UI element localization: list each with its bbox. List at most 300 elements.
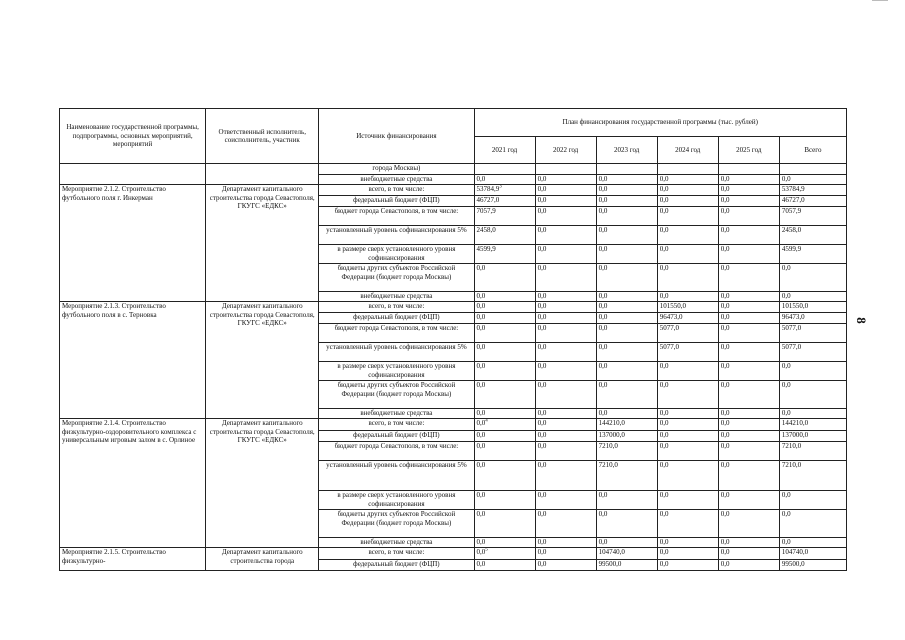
value-cell	[718, 510, 779, 538]
value-text: 0,0	[659, 381, 669, 389]
value-cell	[474, 226, 535, 245]
value-text: 0,0	[476, 409, 486, 417]
value-text: 5077,0	[659, 343, 679, 351]
value-cell	[596, 207, 657, 226]
value-cell	[657, 560, 718, 571]
value-text: 0,0	[476, 302, 486, 310]
responsible-executor: Департамент капитального строительства города Севастополя, ГКУГС «ЕДКС»	[206, 185, 319, 302]
value-text: 7210,0	[598, 461, 618, 469]
value-cell	[474, 292, 535, 302]
value-text: 0,0	[537, 548, 547, 556]
value-cell	[718, 548, 779, 560]
value-cell	[657, 491, 718, 510]
value-text: 0,0	[659, 510, 669, 518]
footnote-mark: 4	[485, 418, 488, 424]
value-cell	[474, 510, 535, 538]
value-cell	[596, 343, 657, 362]
value-cell	[474, 264, 535, 292]
funding-source: установленный уровень софинансирования 5%	[319, 461, 474, 491]
footnote-mark: 5	[485, 547, 488, 553]
value-cell	[596, 419, 657, 431]
value-text: 0,0	[659, 264, 669, 272]
value-text: 0,0	[537, 343, 547, 351]
value-cell	[596, 538, 657, 548]
value-text: 0,0	[720, 185, 730, 193]
value-text: 96473,0	[781, 313, 805, 321]
value-text: 0,0	[720, 419, 730, 427]
value-cell	[535, 207, 596, 226]
value-cell	[657, 510, 718, 538]
value-cell	[657, 442, 718, 461]
value-cell	[535, 226, 596, 245]
value-text: 0,0	[720, 196, 730, 204]
value-text: 0,0	[659, 560, 669, 568]
value-cell	[474, 409, 535, 419]
total-value-cell	[779, 381, 846, 409]
value-text: 0,0	[537, 245, 547, 253]
value-text: 0,0	[598, 409, 608, 417]
header-name: Наименование государственной программы, подпрограммы, основных мероприятий, мероприятий	[60, 109, 206, 164]
value-cell	[474, 245, 535, 264]
value-cell	[474, 538, 535, 548]
value-cell	[596, 245, 657, 264]
activity-name: Мероприятие 2.1.3. Строительство футбольного поля в с. Терновка	[60, 302, 206, 419]
activity-name: Мероприятие 2.1.5. Строительство физкультурно-	[60, 548, 206, 571]
value-text: 0,0	[537, 442, 547, 450]
value-cell	[718, 226, 779, 245]
value-text: 0,0	[476, 324, 486, 332]
value-text: 0,0	[720, 245, 730, 253]
value-cell: 0,0	[779, 175, 846, 185]
value-text: 99500,0	[598, 560, 622, 568]
value-text: 0,0	[537, 461, 547, 469]
value-cell	[535, 431, 596, 442]
responsible-executor: Департамент капитального строительства города Севастополя, ГКУГС «ЕДКС»	[206, 302, 319, 419]
value-text: 0,0	[598, 185, 608, 193]
value-text: 0,0	[720, 292, 730, 300]
value-text: 0,0	[537, 292, 547, 300]
value-cell	[718, 302, 779, 313]
value-text: 0,0	[598, 196, 608, 204]
total-value-cell	[779, 313, 846, 324]
carryover-name-cell	[60, 164, 206, 185]
value-cell	[718, 431, 779, 442]
value-cell	[657, 409, 718, 419]
value-cell	[718, 560, 779, 571]
total-value-cell	[779, 302, 846, 313]
value-text: 0,0	[720, 207, 730, 215]
value-cell	[535, 461, 596, 491]
value-cell	[535, 419, 596, 431]
value-text: 0,0	[720, 302, 730, 310]
value-text: 0,0	[476, 461, 486, 469]
value-cell	[657, 419, 718, 431]
value-text: 0,0	[537, 313, 547, 321]
table-row	[60, 548, 847, 560]
value-text: 0,0	[598, 292, 608, 300]
total-value-cell	[779, 324, 846, 343]
value-cell	[474, 313, 535, 324]
value-text: 0,0	[659, 292, 669, 300]
funding-source: федеральный бюджет (ФЦП)	[319, 560, 474, 571]
value-cell	[657, 381, 718, 409]
value-cell	[535, 302, 596, 313]
header-total: Всего	[779, 137, 846, 164]
value-cell	[718, 313, 779, 324]
total-value-cell	[779, 409, 846, 419]
total-value-cell	[779, 207, 846, 226]
total-value-cell	[779, 226, 846, 245]
total-value-cell	[779, 419, 846, 431]
value-text: 0,0	[659, 362, 669, 370]
value-cell	[596, 302, 657, 313]
total-value-cell	[779, 538, 846, 548]
value-cell	[718, 264, 779, 292]
value-text: 0,0	[720, 510, 730, 518]
total-value-cell	[779, 442, 846, 461]
value-cell: 0,0	[718, 175, 779, 185]
value-cell	[535, 381, 596, 409]
value-cell	[718, 419, 779, 431]
value-cell	[718, 381, 779, 409]
value-text: 0,0	[537, 409, 547, 417]
funding-source: в размере сверх установленного уровня софинансирования	[319, 491, 474, 510]
value-text: 0,0	[537, 207, 547, 215]
value-text: 5077,0	[781, 324, 802, 332]
value-text: 0,0	[720, 324, 730, 332]
value-cell	[657, 185, 718, 196]
value-cell	[535, 245, 596, 264]
value-cell	[596, 409, 657, 419]
value-cell	[657, 226, 718, 245]
value-text: 0,0	[476, 292, 486, 300]
value-text: 137000,0	[598, 431, 625, 439]
value-text: 0,0	[781, 409, 791, 417]
value-text: 4599,9	[476, 245, 496, 253]
value-cell	[718, 442, 779, 461]
value-text: 0,0	[659, 185, 669, 193]
value-cell	[535, 185, 596, 196]
value-cell	[474, 491, 535, 510]
value-text: 0,0	[598, 538, 608, 546]
value-cell	[474, 442, 535, 461]
responsible-executor: Департамент капитального строительства города	[206, 548, 319, 571]
value-cell: 0,0	[657, 175, 718, 185]
value-text: 0,0	[476, 362, 486, 370]
value-text: 0,0	[537, 560, 547, 568]
funding-source: установленный уровень софинансирования 5%	[319, 343, 474, 362]
value-text: 0,0	[476, 264, 486, 272]
value-text: 0,0	[659, 442, 669, 450]
value-cell	[596, 292, 657, 302]
value-cell	[535, 548, 596, 560]
responsible-executor: Департамент капитального строительства города Севастополя, ГКУГС «ЕДКС»	[206, 419, 319, 548]
table-row	[60, 302, 847, 313]
value-text: 144210,0	[781, 419, 809, 427]
value-text: 0,0	[781, 491, 791, 499]
value-text: 53784,9	[781, 185, 805, 193]
header-plan: План финансирования государственной программы (тыс. рублей)	[474, 109, 847, 137]
value-text: 0,0	[537, 431, 547, 439]
value-cell	[535, 313, 596, 324]
value-text: 0,0	[659, 196, 669, 204]
value-cell	[474, 381, 535, 409]
value-text: 0,0	[476, 419, 486, 427]
value-text: 0,0	[781, 292, 791, 300]
funding-source: в размере сверх установленного уровня софинансирования	[319, 245, 474, 264]
value-text: 0,0	[720, 343, 730, 351]
value-cell	[535, 343, 596, 362]
value-text: 0,0	[720, 560, 730, 568]
value-text: 0,0	[659, 548, 669, 556]
footnote-mark: 3	[499, 184, 502, 190]
value-text: 0,0	[476, 313, 486, 321]
value-text: 0,0	[720, 362, 730, 370]
total-value-cell	[779, 461, 846, 491]
funding-source: бюджет города Севастополя, в том числе:	[319, 207, 474, 226]
value-cell	[535, 324, 596, 343]
value-text: 0,0	[537, 491, 547, 499]
value-text: 0,0	[598, 491, 608, 499]
value-text: 0,0	[720, 538, 730, 546]
value-text: 0,0	[659, 207, 669, 215]
header-source: Источник финансирования	[319, 109, 474, 164]
value-cell	[718, 196, 779, 207]
table-body	[60, 164, 847, 571]
total-value-cell	[779, 264, 846, 292]
value-text: 0,0	[476, 381, 486, 389]
value-text: 7210,0	[598, 442, 618, 450]
header-year: 2023 год	[596, 137, 657, 164]
value-cell	[718, 409, 779, 419]
value-cell	[535, 510, 596, 538]
value-cell: 0,0	[474, 175, 535, 185]
value-text: 101550,0	[781, 302, 809, 310]
value-cell	[535, 491, 596, 510]
value-cell	[474, 207, 535, 226]
value-cell	[657, 461, 718, 491]
value-text: 0,0	[781, 362, 791, 370]
value-text: 2458,0	[781, 226, 802, 234]
value-cell	[596, 324, 657, 343]
value-text: 0,0	[598, 510, 608, 518]
value-text: 0,0	[659, 538, 669, 546]
value-cell	[474, 324, 535, 343]
value-text: 0,0	[720, 264, 730, 272]
value-text: 0,0	[598, 302, 608, 310]
value-cell	[474, 560, 535, 571]
value-cell	[657, 431, 718, 442]
value-cell	[474, 343, 535, 362]
value-text: 0,0	[598, 324, 608, 332]
value-cell	[718, 245, 779, 264]
value-text: 0,0	[720, 442, 730, 450]
value-text: 0,0	[720, 226, 730, 234]
value-cell	[535, 264, 596, 292]
value-text: 0,0	[598, 245, 608, 253]
value-text: 0,0	[537, 362, 547, 370]
value-text: 0,0	[476, 510, 486, 518]
value-text: 7210,0	[781, 442, 802, 450]
value-text: 0,0	[659, 461, 669, 469]
value-text: 53784,9	[476, 185, 500, 193]
value-cell	[657, 538, 718, 548]
value-cell	[657, 548, 718, 560]
total-value-cell	[779, 185, 846, 196]
value-cell	[474, 196, 535, 207]
value-text: 144210,0	[598, 419, 625, 427]
value-cell	[718, 343, 779, 362]
value-text: 46727,0	[476, 196, 500, 204]
value-cell	[596, 362, 657, 381]
funding-source: всего, в том числе:	[319, 548, 474, 560]
value-text: 99500,0	[781, 560, 805, 568]
value-cell	[535, 560, 596, 571]
value-text: 0,0	[537, 510, 547, 518]
value-cell	[718, 324, 779, 343]
value-cell	[596, 491, 657, 510]
value-cell	[596, 185, 657, 196]
funding-source: всего, в том числе:	[319, 419, 474, 431]
value-text: 0,0	[476, 538, 486, 546]
funding-source: внебюджетные средства	[319, 292, 474, 302]
value-cell	[718, 292, 779, 302]
value-text: 0,0	[476, 491, 486, 499]
value-text: 0,0	[659, 419, 669, 427]
value-text: 0,0	[537, 302, 547, 310]
value-text: 96473,0	[659, 313, 683, 321]
value-cell	[596, 442, 657, 461]
value-text: 0,0	[476, 548, 486, 556]
value-text: 0,0	[720, 461, 730, 469]
value-cell	[718, 207, 779, 226]
value-text: 137000,0	[781, 431, 809, 439]
value-text: 0,0	[537, 196, 547, 204]
value-text: 0,0	[476, 431, 486, 439]
value-cell	[657, 313, 718, 324]
value-cell	[657, 245, 718, 264]
value-text: 0,0	[598, 207, 608, 215]
activity-name: Мероприятие 2.1.4. Строительство физкультурно-оздоровительного комплекса с универсальным игровым залом в с. Орлиное	[60, 419, 206, 548]
funding-source: бюджеты других субъектов Российской Федерации (бюджет города Москвы)	[319, 264, 474, 292]
value-text: 0,0	[476, 343, 486, 351]
value-text: 0,0	[720, 548, 730, 556]
funding-source: федеральный бюджет (ФЦП)	[319, 313, 474, 324]
value-text: 101550,0	[659, 302, 686, 310]
value-cell	[474, 302, 535, 313]
value-text: 0,0	[720, 431, 730, 439]
value-cell	[718, 362, 779, 381]
value-text: 0,0	[781, 510, 791, 518]
value-cell	[596, 313, 657, 324]
value-cell	[718, 185, 779, 196]
value-cell	[657, 362, 718, 381]
value-text: 0,0	[476, 442, 486, 450]
value-text: 0,0	[537, 381, 547, 389]
value-text: 0,0	[598, 362, 608, 370]
header-year: 2024 год	[657, 137, 718, 164]
header-year: 2025 год	[718, 137, 779, 164]
value-text: 104740,0	[781, 548, 809, 556]
value-text: 0,0	[598, 313, 608, 321]
value-cell	[657, 264, 718, 292]
funding-source: бюджет города Севастополя, в том числе:	[319, 442, 474, 461]
value-text: 0,0	[659, 245, 669, 253]
value-text: 0,0	[659, 409, 669, 417]
value-cell	[718, 491, 779, 510]
value-text: 4599,9	[781, 245, 802, 253]
value-text: 0,0	[720, 381, 730, 389]
value-cell	[596, 196, 657, 207]
value-cell	[535, 196, 596, 207]
page-number: 8	[853, 317, 869, 324]
value-cell	[535, 292, 596, 302]
value-cell: 0,0	[596, 175, 657, 185]
total-value-cell	[779, 362, 846, 381]
carryover-responsible-cell	[206, 164, 319, 185]
value-cell	[657, 292, 718, 302]
total-value-cell	[779, 431, 846, 442]
table-row	[60, 419, 847, 431]
total-value-cell	[779, 560, 846, 571]
value-text: 5077,0	[659, 324, 679, 332]
value-text: 0,0	[781, 538, 791, 546]
value-text: 0,0	[537, 226, 547, 234]
funding-source: всего, в том числе:	[319, 302, 474, 313]
value-cell	[474, 431, 535, 442]
value-text: 0,0	[537, 324, 547, 332]
value-cell	[596, 560, 657, 571]
value-cell	[535, 362, 596, 381]
value-text: 0,0	[598, 264, 608, 272]
funding-source: в размере сверх установленного уровня софинансирования	[319, 362, 474, 381]
funding-source: всего, в том числе:	[319, 185, 474, 196]
total-value-cell	[779, 548, 846, 560]
value-cell	[474, 362, 535, 381]
value-cell: 0,0	[535, 175, 596, 185]
value-text: 0,0	[720, 409, 730, 417]
funding-source: федеральный бюджет (ФЦП)	[319, 196, 474, 207]
value-cell	[596, 226, 657, 245]
value-text: 0,0	[720, 313, 730, 321]
value-cell	[535, 442, 596, 461]
value-text: 0,0	[598, 343, 608, 351]
value-text: 0,0	[781, 264, 791, 272]
total-value-cell	[779, 491, 846, 510]
value-text: 0,0	[537, 538, 547, 546]
value-cell	[596, 461, 657, 491]
value-text: 0,0	[598, 226, 608, 234]
value-cell	[596, 264, 657, 292]
value-text: 0,0	[537, 185, 547, 193]
value-cell	[718, 461, 779, 491]
value-text: 0,0	[537, 419, 547, 427]
value-cell	[718, 538, 779, 548]
value-cell	[596, 510, 657, 538]
value-cell	[474, 461, 535, 491]
value-text: 0,0	[781, 381, 791, 389]
value-cell	[535, 409, 596, 419]
value-cell	[596, 431, 657, 442]
value-text: 7057,9	[476, 207, 496, 215]
value-cell	[535, 538, 596, 548]
value-cell	[474, 548, 535, 560]
header-year: 2022 год	[535, 137, 596, 164]
value-text: 0,0	[720, 491, 730, 499]
header-year: 2021 год	[474, 137, 535, 164]
value-text: 0,0	[476, 560, 486, 568]
value-cell	[657, 196, 718, 207]
